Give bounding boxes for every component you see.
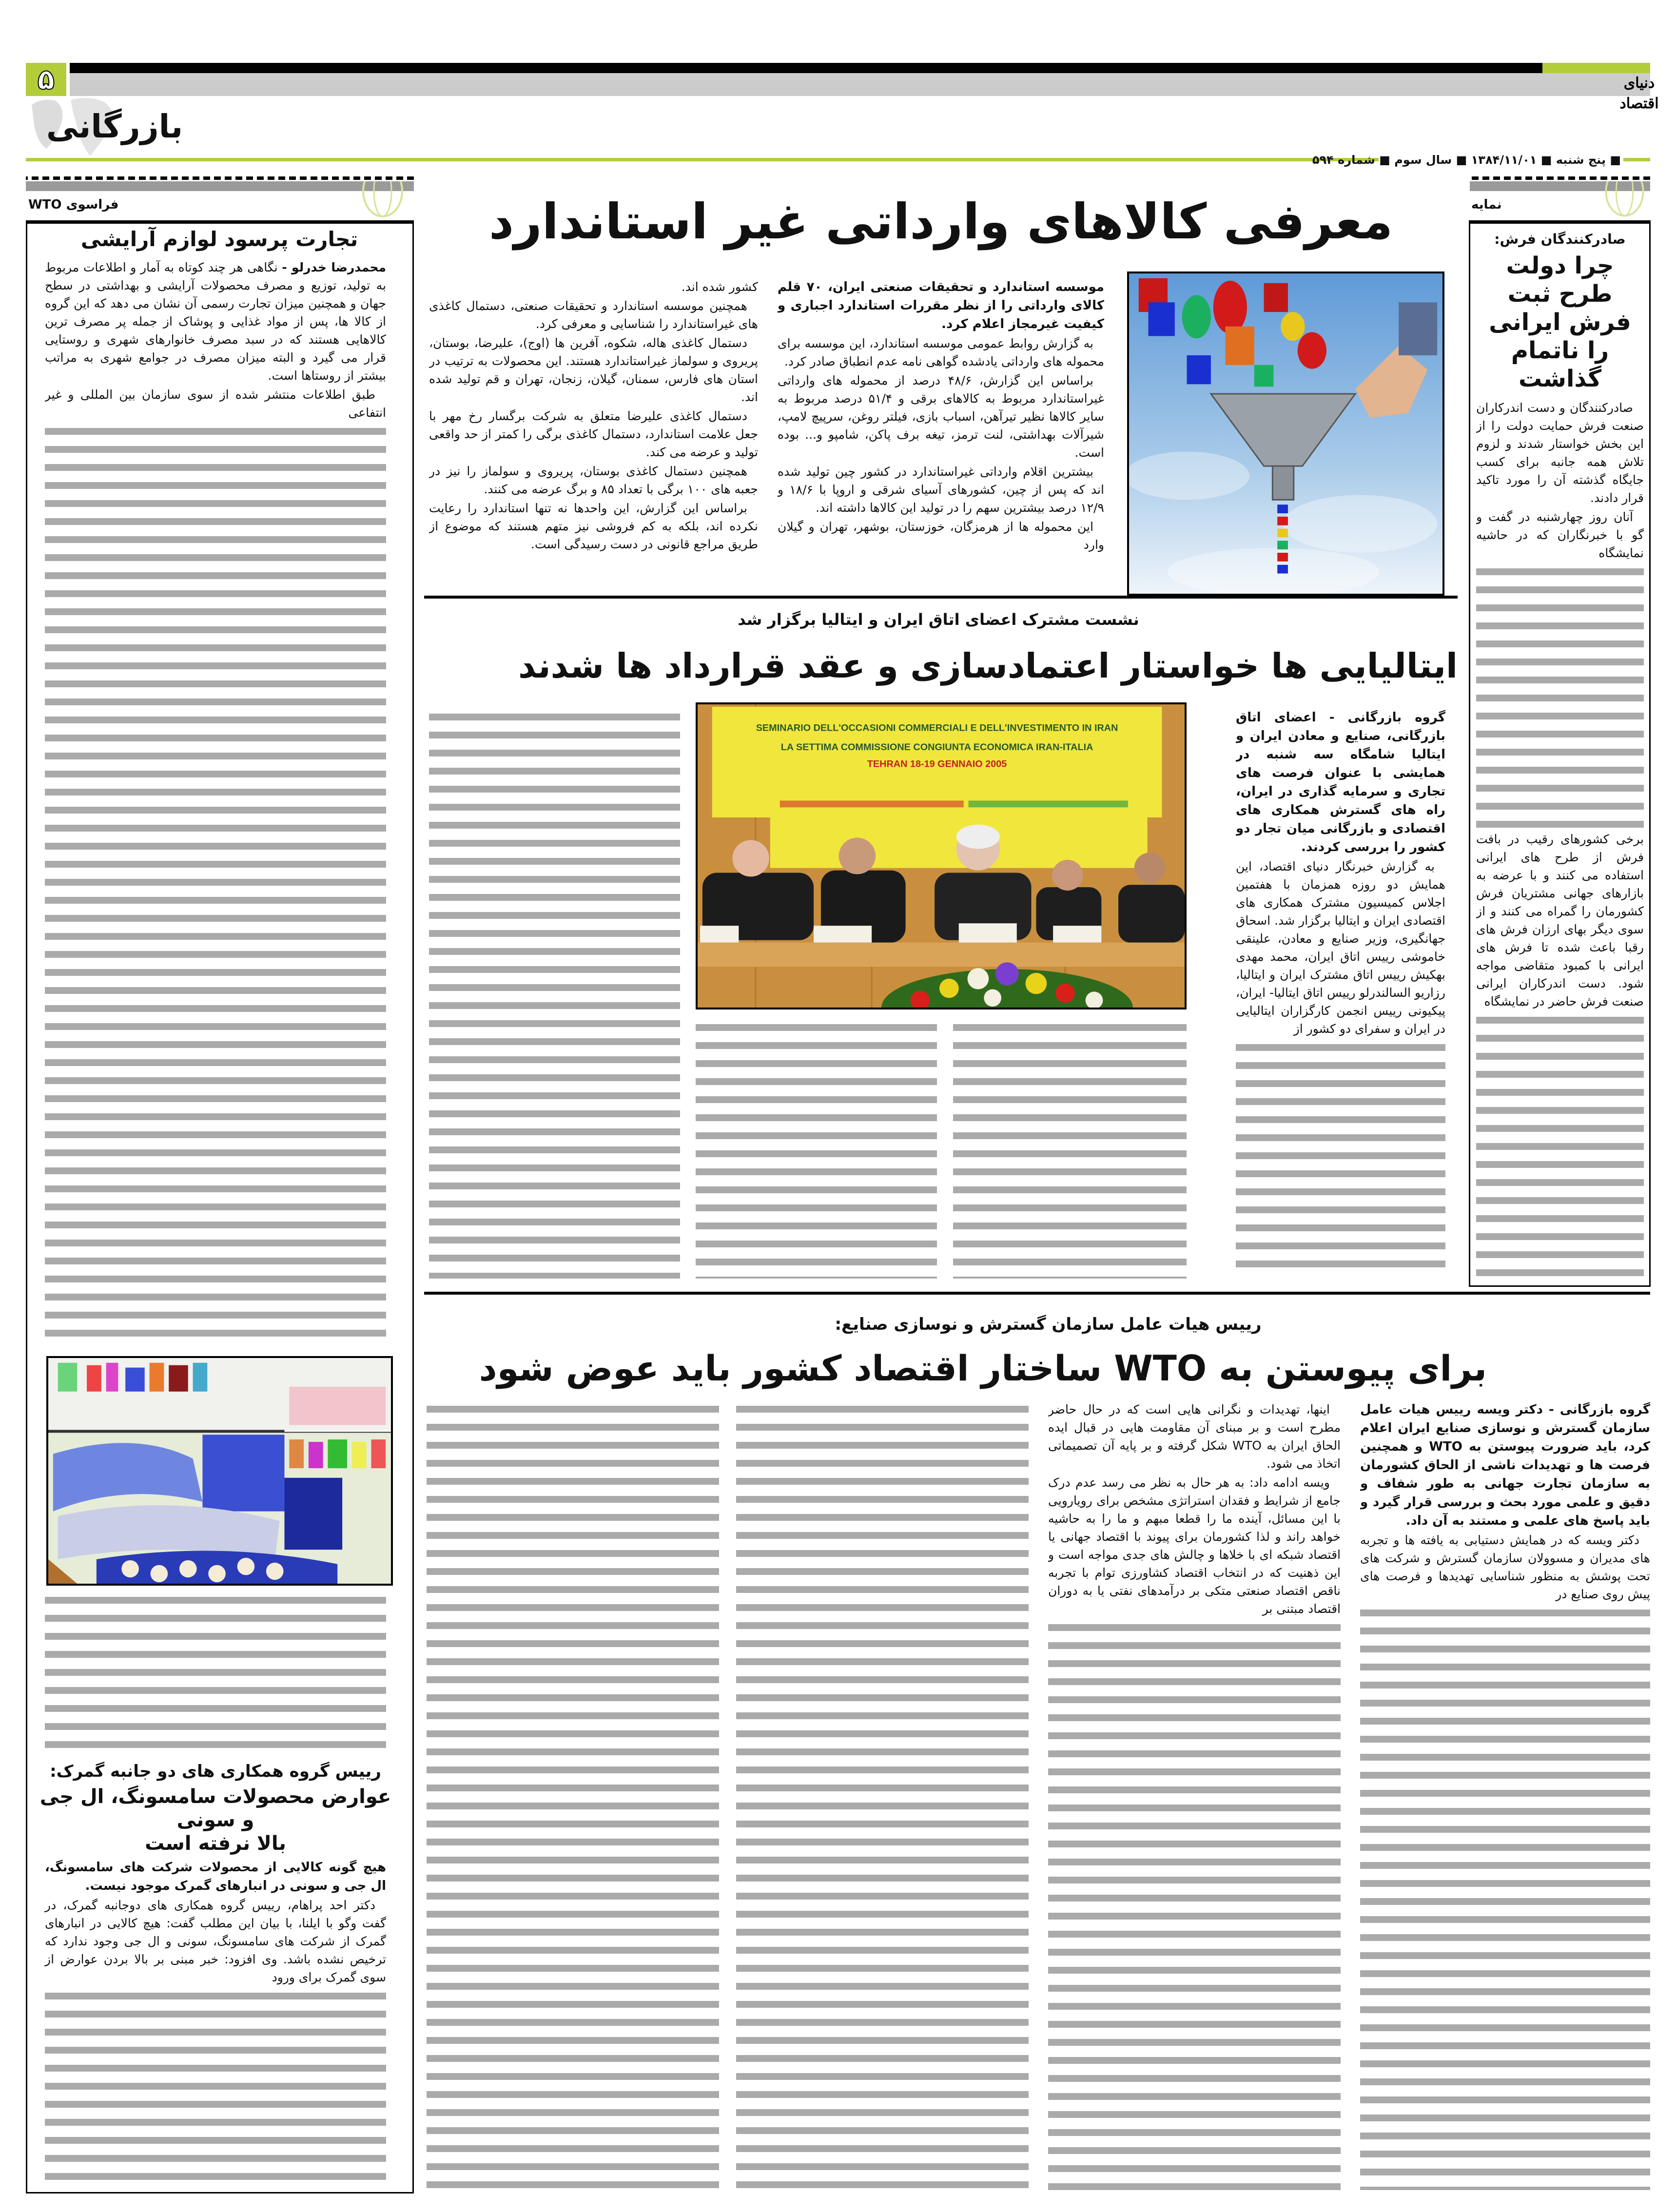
- article-paragraph: براساس این گزارش، این واحدها نه تنها استاندارد را رعایت نکرده اند، بلکه به کم فروشی نیز متهم هستند که موضوع از طریق مراجع قانونی در دست رسیدگی است.: [429, 501, 758, 551]
- article1-headline: معرفی کالاهای وارداتی غیر استاندارد: [488, 193, 1393, 250]
- right-column-label: نمایه: [1471, 197, 1502, 212]
- article-paragraph: صادرکنندگان و دست اندرکاران صنعت فرش حمایت دولت را از این بخش خواستار شدند و لزوم تلاش همه جانبه برای کسب جایگاه گذشته آن را مورد تاکید قرار دادند.: [1476, 401, 1644, 505]
- text-continuation: [736, 1400, 1029, 2190]
- bullet-icon: ■: [1452, 153, 1467, 167]
- article-paragraph: به گزارش روابط عمومی موسسه استاندارد، این موسسه برای محموله های وارداتی یادشده گواهی نامه عدم انطباق صادر کرد.: [778, 336, 1104, 369]
- article2-column-right: [1236, 708, 1445, 1279]
- article3-column-1: [1360, 1400, 1650, 2190]
- masthead-black-bar: [70, 63, 1542, 73]
- masthead-grey-band: [70, 73, 1650, 96]
- text-continuation: [696, 1019, 937, 1279]
- bullet-icon: ■: [1375, 153, 1390, 167]
- article-paragraph: براساس این گزارش، ۴۸/۶ درصد از محموله های وارداتی غیراستاندارد مربوط به کالاهای برقی و ۵۱/۴ درصد مربوط به سایر کالاها نظیر تیرآهن، اسباب بازی، فیلتر روغن، سرپیچ لامپ، شیرآلات بهداشتی، لنت ترمز، تیغه برف پاکن، شامپو و... بوده است.: [778, 373, 1104, 460]
- carpet-article-body: [1476, 230, 1644, 1278]
- text-continuation: [427, 1400, 719, 2190]
- issue-number: شماره ۵۹۴: [1312, 153, 1375, 167]
- cosmetics-article-body: [45, 258, 386, 1348]
- page-number-badge: [26, 63, 66, 96]
- text-continuation: [953, 1019, 1187, 1279]
- article-paragraph: برخی کشورهای رقیب در بافت فرش از طرح های ایرانی استفاده می کنند و با عرضه به بازارهای جهانی مشتریان فرش کشورمان را گمراه می کنند و از سوی دیگر بهای ارزان فرش های رقبا باعث شده تا فرش های ایرانی با کمبود متقاضی مواجه شود. دست اندرکاران ایرانی صنعت فرش حاضر در نمایشگاه: [1476, 832, 1644, 1009]
- weekday: پنج شنبه: [1556, 153, 1606, 167]
- right-column-dotted-rule: [1470, 176, 1650, 180]
- cosmetics-store-photo: [46, 1356, 393, 1586]
- globe-icon: [1599, 181, 1650, 220]
- newspaper-logo: دنیای اقتصاد: [1619, 75, 1659, 112]
- article3-column-3: [736, 1400, 1029, 2190]
- article2-column-photo-right: [953, 1019, 1187, 1279]
- text-continuation: [45, 1591, 386, 1752]
- article3-kicker: رییس هیات عامل سازمان گسترش و نوسازی صنایع:: [835, 1315, 1262, 1334]
- article-paragraph: طبق اطلاعات منتشر شده از سوی سازمان بین المللی و غیر انتفاعی: [45, 388, 386, 420]
- article2-column-left: [429, 708, 680, 1279]
- article3-lede: گروه بازرگانی - دکتر ویسه رییس هیات عامل سازمان گسترش و نوسازی صنایع ایران اعلام کرد، باید ضرورت پیوستن به WTO و همچنین فرصت ها و تهدیدات ناشی از الحاق کشورمان به سازمان تجارت جهانی به طور شفاف و دقیق و علمی مورد بحث و بررسی قرار گیرد و باید پاسخ های علمی و مستند به آن داد.: [1360, 1402, 1650, 1528]
- banner-line-1: SEMINARIO DELL'OCCASIONI COMMERCIALI E DELL'INVESTIMENTO IN IRAN: [756, 722, 1118, 734]
- text-continuation: [45, 1987, 386, 2190]
- left-column-label: فراسوی WTO: [28, 197, 119, 212]
- article-paragraph: [45, 258, 386, 385]
- text-continuation: [1476, 1011, 1644, 1279]
- italy-iran-seminar-photo: [696, 702, 1187, 1009]
- bullet-icon: ■: [1537, 153, 1552, 167]
- article-paragraph: دستمال کاغذی هاله، شکوه، آفرین ها (اوج)، علیرضا، بوستان، پریروی و سولماز غیراستاندارد هستند. این محصولات به ترتیب در استان های فارس، سمنان، گیلان، زنجان، تهران و قم تولید شده اند.: [429, 336, 758, 404]
- text-continuation: [1048, 1619, 1341, 2190]
- article2-bottom-rule: [424, 1292, 1650, 1295]
- cosmetics-article-continuation: [45, 1591, 386, 1752]
- article-paragraph: همچنین موسسه استاندارد و تحقیقات صنعتی، دستمال کاغذی های غیراستاندارد را شناسایی و معرفی کرد.: [429, 299, 758, 331]
- banner-line-3: TEHRAN 18-19 GENNAIO 2005: [867, 758, 1007, 770]
- article2-column-photo-left: [696, 1019, 937, 1279]
- article3-column-2: [1048, 1400, 1341, 2190]
- article3-column-4: [427, 1400, 719, 2190]
- article1-bottom-rule: [424, 596, 1458, 599]
- article-paragraph: به گزارش خبرنگار دنیای اقتصاد، این همایش دو روزه همزمان با هفتمین اجلاس کمیسیون مشترک همکاری های اقتصادی ایران و ایتالیا برگزار شد. اسحاق جهانگیری، وزیر صنایع و معادن، علینقی خاموشی رییس اتاق ایران، محمد مهدی بهکیش رییس اتاق مشترک ایران و ایتالیا، رزاریو السالندرلو رییس اتاق ایتالیا- ایران، پیکیونی رییس انجمن کارگزاران ایتالیایی در ایران و سفرای دو کشور از: [1236, 859, 1445, 1036]
- cosmetics-article-title: تجارت پرسود لوازم آرایشی: [80, 227, 358, 251]
- article-paragraph: همچنین دستمال کاغذی بوستان، پریروی و سولماز را نیز در جعبه های ۱۰۰ برگی با تعداد ۸۵ و برگ عرضه می کنند.: [429, 464, 758, 496]
- carpet-article-title: چرا دولت طرح ثبت فرش ایرانی را ناتمام گذاشت: [1489, 252, 1631, 392]
- article-paragraph: بیشترین اقلام وارداتی غیراستاندارد در کشور چین تولید شده اند که پس از چین، کشورهای آسیای شرقی و اروپا با ۱۸/۶ و ۱۲/۹ درصد بیشترین سهم را در تولید این کالاها داشته اند.: [778, 465, 1104, 515]
- article-paragraph: دکتر ویسه که در همایش دستیابی به یافته ها و تجربه های مدیران و مسوولان سازمان گسترش و شرکت های تحت پوشش به منظور شناسایی تهدیدها و فرصت های پیش روی صنایع در: [1360, 1533, 1650, 1601]
- article1-lede: موسسه استاندارد و تحقیقات صنعتی ایران، ۷۰ قلم کالای وارداتی را از نظر مقررات استاندارد اجباری و کیفیت غیرمجاز اعلام کرد.: [778, 280, 1104, 331]
- article3-headline: برای پیوستن به WTO ساختار اقتصاد کشور باید عوض شود: [479, 1348, 1487, 1389]
- left-column-dotted-rule: [26, 176, 414, 180]
- carpet-article-kicker: صادرکنندگان فرش:: [1494, 231, 1626, 247]
- page-number: ۵: [37, 63, 55, 96]
- article2-lede: گروه بازرگانی - اعضای اتاق بازرگانی، صنایع و معادن ایران و ایتالیا شامگاه سه شنبه در همایشی با عنوان فرصت های تجاری و سرمایه گذاری در ایران، راه های گسترش همکاری های اقتصادی و بازرگانی میان تجار دو کشور را بررسی کردند.: [1236, 710, 1445, 854]
- text-continuation: [1360, 1604, 1650, 2190]
- globe-icon: [356, 181, 409, 220]
- masthead-green-bar: [1542, 63, 1650, 73]
- section-title: بازرگانی: [46, 108, 183, 145]
- customs-box-lede: هیچ گونه کالایی از محصولات شرکت های سامسونگ، ال جی و سونی در انبارهای گمرک موجود نیست.: [45, 1860, 386, 1893]
- paragraph-text: نگاهی هر چند کوتاه به آمار و اطلاعات مربوط به تولید، توزیع و مصرف محصولات آرایشی و بهداشتی در سطح جهان و همچنین میزان تجارت رسمی آن نشان می دهد که این گروه از کالا ها، پس از مواد غذایی و پوشاک از جمله پر مصرف ترین کالاهایی هستند که در سبد مصرف خانوارهای شهری و روستایی قرار می گیرد و البته میزان مصرف در جوامع شهری به مراتب بیشتر از روستاها است.: [45, 260, 386, 383]
- article-paragraph: اینها، تهدیدات و نگرانی هایی است که در حال حاضر مطرح است و بر مبنای آن مقاومت هایی در قبال ایده الحاق ایران به WTO شکل گرفته و بر پایه آن تصمیماتی اتخاذ می شود.: [1048, 1402, 1341, 1471]
- funnel-illustration: [1127, 272, 1444, 596]
- date-rule-left: [26, 158, 1379, 161]
- customs-box-title-line1: عوارض محصولات سامسونگ، ال جی و سونی: [39, 1785, 391, 1831]
- byline: محمدرضا خدرلو -: [282, 260, 386, 274]
- article-paragraph: دکتر احد پراهام، رییس گروه همکاری های دوجانبه گمرک، در گفت وگو با ایلنا، با بیان این مطلب گفت: هیچ کالایی در انبارهای گمرک از شرکت های سامسونگ، سونی و ال جی وجود ندارد که ترخیص نشده باشد. وی افزود: خبر مبنی بر بالا بردن عوارض از سوی گمرک برای ورود: [45, 1898, 386, 1984]
- article-paragraph: دستمال کاغذی علیرضا متعلق به شرکت برگسار رخ مهر با جعل علامت استاندارد، دستمال کاغذی برگی را کمتر از حد واقعی تولید و عرضه می کند.: [429, 409, 758, 459]
- customs-box-kicker: رییس گروه همکاری های دو جانبه گمرک:: [50, 1762, 381, 1781]
- volume: سال سوم: [1394, 153, 1452, 167]
- bullet-icon: ■: [1605, 153, 1621, 167]
- customs-box-title-line2: بالا نرفته است: [145, 1832, 286, 1855]
- article2-kicker: نشست مشترک اعضای اتاق ایران و ایتالیا برگزار شد: [738, 610, 1139, 629]
- text-continuation: [45, 423, 386, 1348]
- article-paragraph: ویسه ادامه داد: به هر حال به نظر می رسد عدم درک جامع از شرایط و فقدان استراتژی مشخص برای رویارویی با این مسائل، آینده ما را قطعا مبهم و ما را به حاشیه خواهد راند و لذا کشورمان برای پیوند با اقتصاد جهانی یا اقتصاد شبکه ای با خلاها و چالش های جدی مواجه است و این ذهنیت که در انتخاب اقتصاد کشاورزی توام با تجربه ناقص اقتصاد صنعتی متکی بر درآمدهای نفتی یا به دوران اقتصاد مبتنی بر: [1048, 1475, 1341, 1616]
- article2-headline: ایتالیایی ها خواستار اعتمادسازی و عقد قرارداد ها شدند: [518, 646, 1458, 686]
- date-rule-right: [1623, 158, 1650, 161]
- customs-box-body: [35, 1761, 396, 2190]
- article1-column-b: [429, 278, 758, 592]
- text-continuation: [1476, 563, 1644, 830]
- issue-date-line: [1312, 151, 1621, 169]
- banner-line-2: LA SETTIMA COMMISSIONE CONGIUNTA ECONOMICA IRAN-ITALIA: [780, 741, 1093, 753]
- date: ۱۳۸۴/۱۱/۰۱: [1471, 153, 1537, 167]
- text-continuation: [429, 708, 680, 1279]
- article-paragraph: این محموله ها از هرمزگان، خوزستان، بوشهر، تهران و گیلان وارد: [778, 520, 1104, 552]
- article-paragraph: آنان روز چهارشنبه در گفت و گو با خبرنگاران که در حاشیه نمایشگاه: [1476, 510, 1644, 560]
- article-paragraph: کشور شده اند.: [681, 280, 758, 294]
- article1-column-a: [778, 278, 1104, 592]
- text-continuation: [1236, 1039, 1445, 1279]
